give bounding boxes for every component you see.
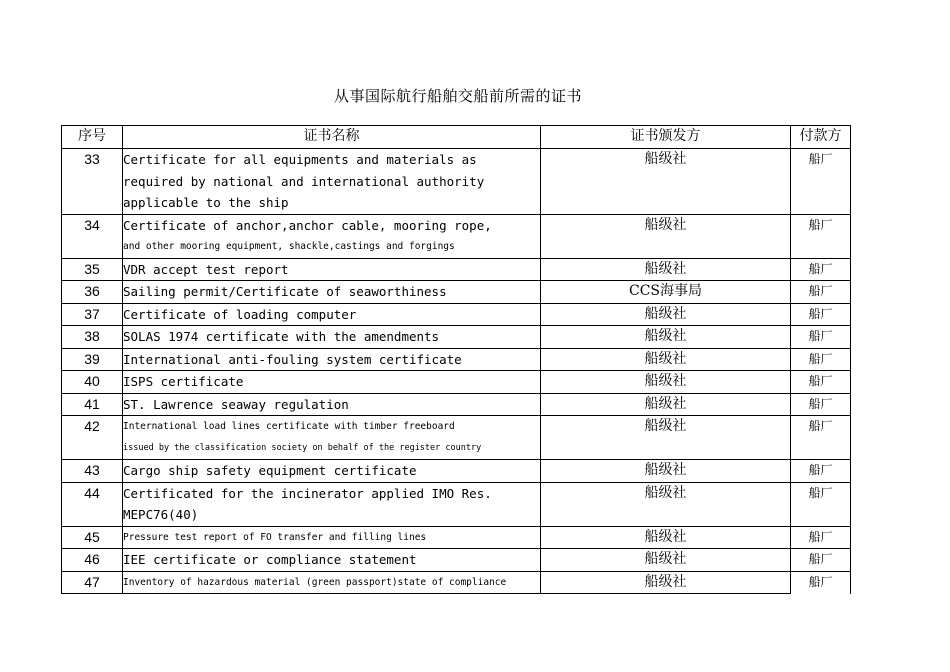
cell-name: Cargo ship safety equipment certificate	[123, 460, 541, 483]
cell-name: SOLAS 1974 certificate with the amendments	[123, 326, 541, 349]
cell-name: Certificated for the incinerator applied IMO Res. MEPC76(40)	[123, 482, 541, 526]
table-row	[62, 258, 851, 281]
cell-issuer: 船级社	[541, 549, 791, 572]
table-row	[62, 526, 851, 549]
cell-no: 36	[62, 281, 123, 304]
cell-issuer: 船级社	[541, 460, 791, 483]
cell-issuer: 船级社	[541, 393, 791, 416]
table-row	[62, 348, 851, 371]
page-title: 从事国际航行船舶交船前所需的证书	[333, 87, 582, 105]
cell-pay: 船厂	[791, 416, 851, 460]
header-issuer: 证书颁发方	[541, 126, 791, 149]
cell-no: 43	[62, 460, 123, 483]
cell-no: 45	[62, 526, 123, 549]
table-row	[62, 281, 851, 304]
cell-no: 39	[62, 348, 123, 371]
cell-pay: 船厂	[791, 371, 851, 394]
cell-name: Pressure test report of FO transfer and filling lines	[123, 526, 541, 549]
cell-pay: 船厂	[791, 214, 851, 258]
table-row	[62, 416, 851, 460]
header-name: 证书名称	[123, 126, 541, 149]
table-row	[62, 326, 851, 349]
cell-no: 46	[62, 549, 123, 572]
cell-no: 37	[62, 303, 123, 326]
cell-name-line2: issued by the classification society on behalf of the register country	[123, 442, 482, 453]
table-row	[62, 482, 851, 526]
cell-no: 40	[62, 371, 123, 394]
cell-issuer: 船级社	[541, 303, 791, 326]
table-row	[62, 393, 851, 416]
cell-pay: 船厂	[791, 482, 851, 526]
cell-pay: 船厂	[791, 526, 851, 549]
cell-no: 35	[62, 258, 123, 281]
cell-name-line1: International load lines certificate with timber freeboard	[123, 421, 455, 432]
cell-issuer: 船级社	[541, 214, 791, 258]
cell-name-line2: and other mooring equipment, shackle,castings and forgings	[123, 241, 455, 252]
cell-no: 41	[62, 393, 123, 416]
table-row	[62, 571, 851, 594]
header-pay: 付款方	[791, 126, 851, 149]
table-row	[62, 303, 851, 326]
cell-pay: 船厂	[791, 549, 851, 572]
cell-name: International anti-fouling system certificate	[123, 348, 541, 371]
cell-issuer: 船级社	[541, 326, 791, 349]
cell-name: IEE certificate or compliance statement	[123, 549, 541, 572]
cell-pay: 船厂	[791, 326, 851, 349]
cell-name	[123, 214, 541, 258]
cell-pay: 船厂	[791, 149, 851, 215]
table-header-row	[62, 126, 851, 149]
table-body	[62, 149, 851, 594]
cell-issuer: 船级社	[541, 416, 791, 460]
cell-no: 33	[62, 149, 123, 215]
cell-issuer: 船级社	[541, 482, 791, 526]
cell-no: 42	[62, 416, 123, 460]
table-row	[62, 149, 851, 215]
table-row	[62, 371, 851, 394]
certificate-table	[61, 125, 851, 594]
cell-name: Inventory of hazardous material (green passport)state of compliance	[123, 571, 541, 594]
cell-no: 44	[62, 482, 123, 526]
cell-issuer: 船级社	[541, 571, 791, 594]
cell-name: ISPS certificate	[123, 371, 541, 394]
table-row	[62, 460, 851, 483]
cell-pay: 船厂	[791, 460, 851, 483]
cell-no: 38	[62, 326, 123, 349]
cell-no: 34	[62, 214, 123, 258]
cell-issuer: 船级社	[541, 149, 791, 215]
cell-issuer: 船级社	[541, 371, 791, 394]
cell-name: Sailing permit/Certificate of seaworthiness	[123, 281, 541, 304]
cell-issuer: 船级社	[541, 526, 791, 549]
cell-issuer: CCS海事局	[541, 281, 791, 304]
cell-name: Certificate for all equipments and materials as required by national and international authority applicable to the ship	[123, 149, 541, 215]
table-row	[62, 549, 851, 572]
cell-pay: 船厂	[791, 281, 851, 304]
cell-pay: 船厂	[791, 348, 851, 371]
cell-pay: 船厂	[791, 258, 851, 281]
cell-issuer: 船级社	[541, 348, 791, 371]
cell-pay: 船厂	[791, 303, 851, 326]
cell-name: VDR accept test report	[123, 258, 541, 281]
cell-name	[123, 416, 541, 460]
cell-no: 47	[62, 571, 123, 594]
cell-name-line1: Certificate of anchor,anchor cable, mooring rope,	[123, 217, 492, 233]
table-row	[62, 214, 851, 258]
cell-name: Certificate of loading computer	[123, 303, 541, 326]
header-no: 序号	[62, 126, 123, 149]
cell-name: ST. Lawrence seaway regulation	[123, 393, 541, 416]
cell-pay: 船厂	[791, 393, 851, 416]
cell-issuer: 船级社	[541, 258, 791, 281]
cell-pay: 船厂	[791, 571, 851, 594]
